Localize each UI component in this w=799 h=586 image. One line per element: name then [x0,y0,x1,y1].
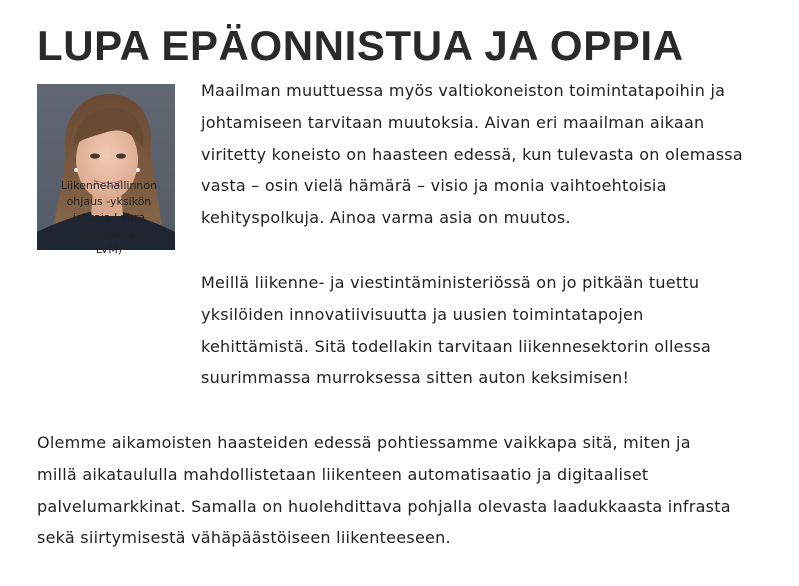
text-line: kehittämistä. Sitä todellakin tarvitaan liikennesektorin ollessa [201,336,711,356]
text-line: sekä siirtymisestä vähäpäästöiseen liikenteeseen. [37,528,451,548]
caption-line: LVM) [95,243,123,256]
text-line: johtamiseen tarvitaan muutoksia. Aivan eri maailman aikaan [201,112,705,132]
text-line: millä aikataululla mahdollistetaan liikenteen automatisaatio ja digitaaliset [37,464,649,484]
paragraph-2 [201,267,799,394]
paragraph-1 [201,75,799,234]
article-title: LUPA EPÄONNISTUA JA OPPIA [37,22,684,69]
paragraph-3 [37,427,799,554]
caption-line: Liikennehallinnon [60,179,158,192]
text-line: palvelumarkkinat. Samalla on huolehdittava pohjalla olevasta laadukkaasta infrasta [37,496,731,516]
caption-line: Eiro (kuva: [79,227,139,240]
photo-caption [47,178,171,258]
text-line: Maailman muuttuessa myös valtiokoneiston toimintatapoihin ja [201,81,726,100]
text-line: viritetty koneisto on haasteen edessä, kun tulevasta on olemassa [201,144,743,164]
caption-line: johtaja Laura [72,211,146,224]
text-line: kehityspolkuja. Ainoa varma asia on muutos. [201,208,571,228]
text-line: vasta – osin vielä hämärä – visio ja monia vaihtoehtoisia [201,176,667,196]
caption-line: ohjaus -yksikön [66,195,152,208]
text-line: Olemme aikamoisten haasteiden edessä pohtiessamme vaikkapa sitä, miten ja [37,433,691,452]
text-line: Meillä liikenne- ja viestintäministeriössä on jo pitkään tuettu [201,273,700,292]
text-line: suurimmassa murroksessa sitten auton keksimisen! [201,368,630,388]
text-line: yksilöiden innovatiivisuutta ja uusien toimintatapojen [201,304,644,324]
